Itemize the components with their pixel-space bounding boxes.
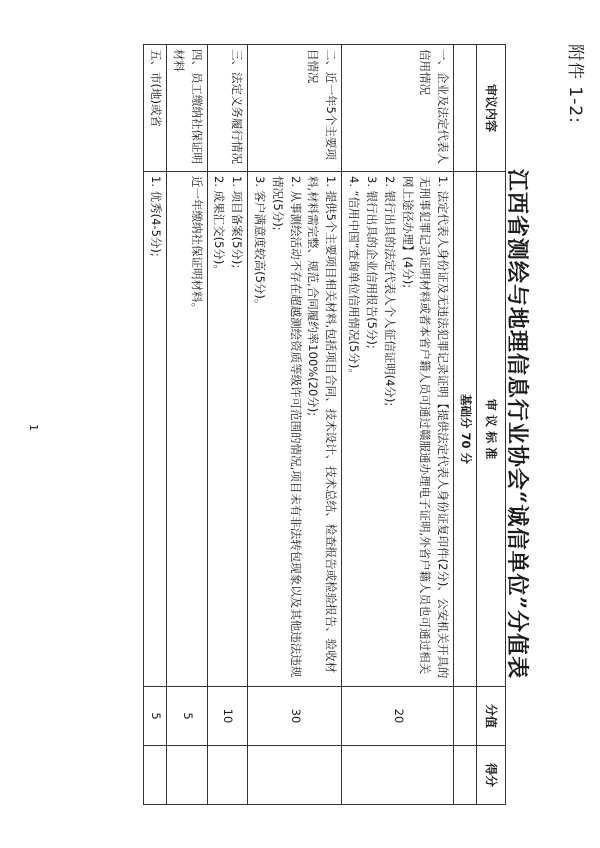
table-row [144, 45, 167, 805]
annex-label: 附件 1-2: [565, 44, 585, 124]
row-content: 一、企业及法定代表人信用情况 [342, 45, 454, 172]
row-score: 5 [144, 687, 167, 746]
row-content: 四、员工缴纳社保证明材料 [167, 45, 208, 172]
header-standard: 审 议 标 准 [477, 172, 506, 687]
standard-line: 2. 从事测绘活动不存在超越测绘资质等级许可范围的情况,项目未有非法转包现象以及其他违法违规情况(5分); [270, 176, 303, 678]
header-content: 审议内容 [477, 45, 506, 172]
header-row [477, 45, 506, 805]
standard-line: 近一年缴纳社保证明材料。 [189, 176, 204, 314]
standard-line: 1. 法定代表人身份证及无违法犯罪记录证明【提供法定代表人身份证复印件(2分)、公安机关开具的无刑事犯罪记录证明材料或者本省户籍人员可通过赣服通办理电子证明,外省户籍人员也可通过相关网上途径办理】(4分); [400, 176, 451, 679]
row-standard [248, 172, 342, 687]
standard-line: 3. 银行出具的企业信用报告(5分); [364, 176, 379, 349]
standard-line: 4. “信用中国”查询单位信用情况(5分)。 [347, 176, 362, 380]
row-standard [167, 172, 208, 687]
row-got [248, 746, 342, 805]
table-row [167, 45, 208, 805]
score-table [143, 44, 506, 805]
row-score: 10 [207, 687, 248, 746]
page-title: 江西省测绘与地理信息行业协会“诚信单位”分值表 [504, 168, 530, 680]
base-label: 基础分 70 分 [454, 172, 477, 687]
row-content: 五、市(地)或省 [144, 45, 167, 172]
row-content: 三、法定义务履行情况 [207, 45, 248, 172]
base-row [454, 45, 477, 805]
table-row [207, 45, 248, 805]
row-score: 20 [342, 687, 454, 746]
table-row [248, 45, 342, 805]
standard-line: 2. 成果汇交(5分)。 [212, 176, 227, 276]
row-got [167, 746, 208, 805]
row-score: 30 [248, 687, 342, 746]
standard-line: 1. 优秀(4-5分); [149, 176, 163, 257]
base-score-empty [454, 687, 477, 746]
table-row [342, 45, 454, 805]
row-content: 二、近一年5个主要项目情况 [248, 45, 342, 172]
header-score: 分值 [477, 687, 506, 746]
standard-line: 1. 提供5个主要项目相关材料,包括项目合同、技术设计、技术总结、检查报告或检验报告、验收材料,材料需完整、规范,合同履约率100%(20分); [306, 176, 339, 674]
standard-line: 1. 项目备案(5分); [230, 176, 245, 269]
row-standard [207, 172, 248, 687]
row-standard [144, 172, 167, 687]
base-got-empty [454, 746, 477, 805]
standard-line: 3. 客户满意度较高(5分)。 [253, 176, 268, 311]
standard-line: 2. 银行出具的法定代表人个人征信证明(4分); [382, 176, 397, 407]
row-got [342, 746, 454, 805]
row-got [144, 746, 167, 805]
base-empty [454, 45, 477, 172]
row-score: 5 [167, 687, 208, 746]
row-standard [342, 172, 454, 687]
row-got [207, 746, 248, 805]
page-number: 1 [27, 424, 40, 431]
header-got: 得分 [477, 746, 506, 805]
